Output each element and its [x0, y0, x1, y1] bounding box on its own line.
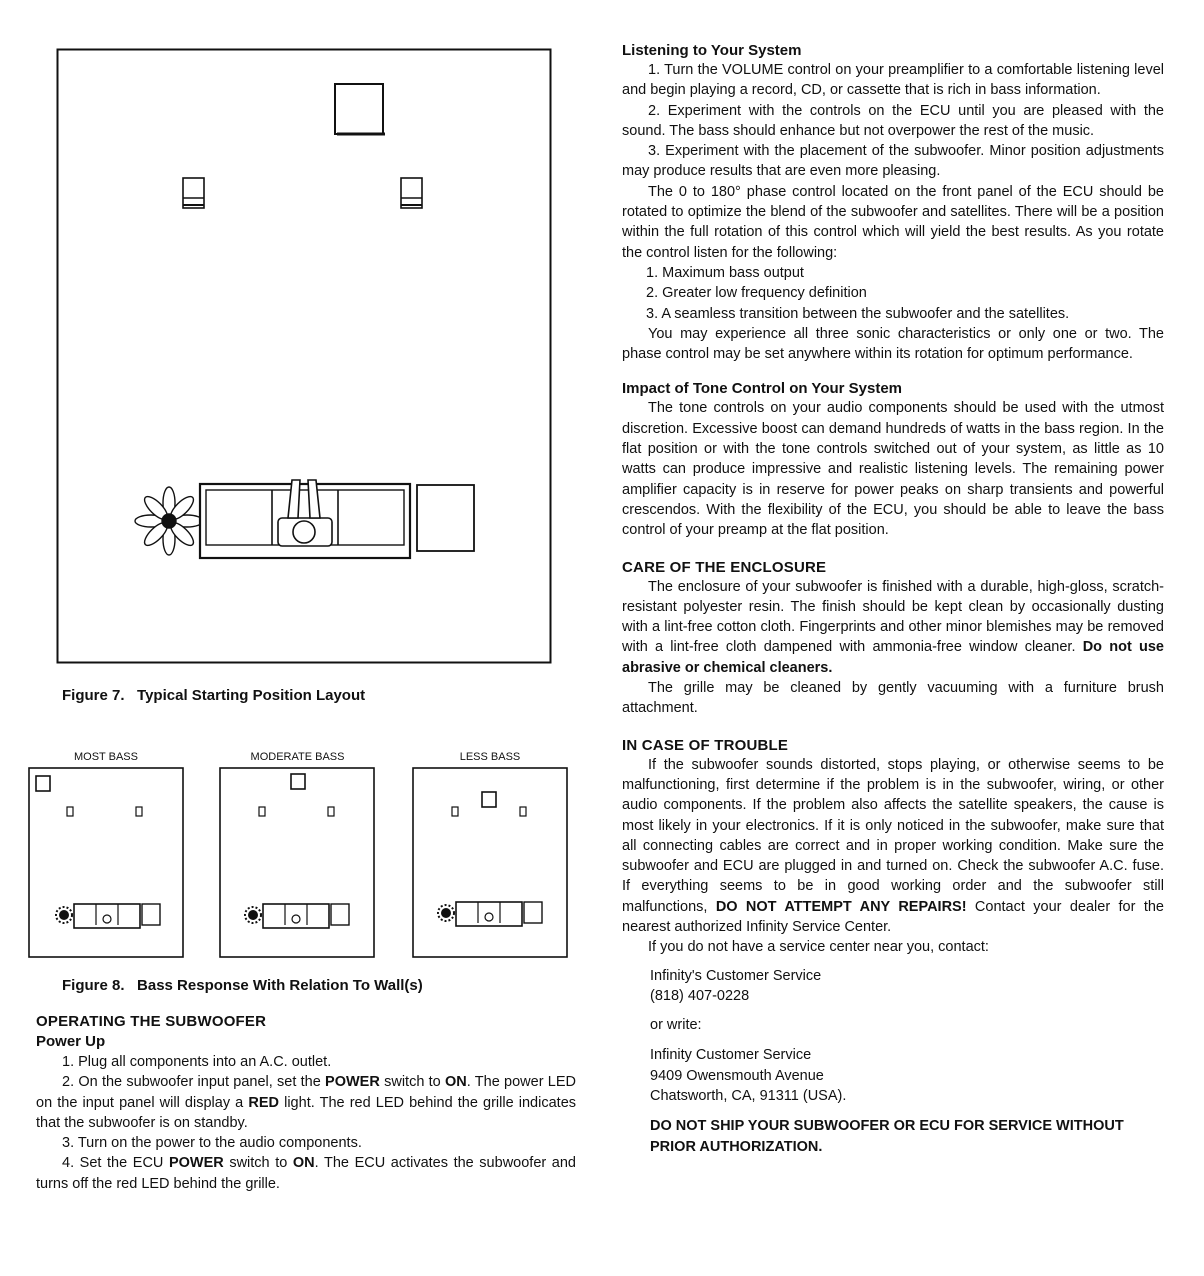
care-heading: CARE OF THE ENCLOSURE — [622, 558, 827, 576]
sofa-with-listener — [200, 480, 410, 558]
phase-control-paragraph: The 0 to 180° phase control located on the front panel of the ECU should be rotated to optimize the blend of the subwoofer and satellites. There will be a position within the full rotation of this control which will yield the best results. As you rotate the control listen for the following: — [622, 183, 1164, 261]
caption-number: Figure 8. — [62, 977, 125, 994]
figure-8-label-moderate-bass: MODERATE BASS — [250, 751, 345, 763]
operating-section — [36, 1013, 576, 1194]
listening-heading: Listening to Your System — [622, 42, 802, 59]
right-column — [622, 42, 1164, 1157]
or-write: or write: — [650, 1017, 702, 1034]
power-up-subheading: Power Up — [36, 1033, 106, 1050]
step-3: 3. Turn on the power to the audio components. — [62, 1135, 362, 1152]
subwoofer-box — [335, 84, 385, 134]
contact-intro: If you do not have a service center near you, contact: — [648, 939, 989, 956]
step-2: 2. On the subwoofer input panel, set the POWER switch to ON. The power LED on the input panel will display a RED light. The red LED behind the grille indicates that the subwoofer is on standby. — [36, 1074, 577, 1131]
trouble-paragraph: If the subwoofer sounds distorted, stops playing, or otherwise seems to be malfunctioning, first determine if the problem is in the subwoofer, wiring, or other audio components. If the problem also affects the satellite speakers, the cause is most likely in your electronics. If it is only noticed in the subwoofer, make sure that all connecting cables are correct and in proper working condition. Make sure the subwoofer and ECU are plugged in and turned on. Check the subwoofer A.C. fuse. If everything seems to be in good working order and the subwoofer still malfunctions, DO NOT ATTEMPT ANY REPAIRS! Contact your dealer for the nearest authorized Infinity Service Center. — [622, 756, 1164, 935]
figure-8-label-most-bass: MOST BASS — [74, 751, 138, 763]
care-paragraph-2: The grille may be cleaned by gently vacuuming with a furniture brush attachment. — [622, 680, 1164, 717]
figure-8-caption — [62, 977, 423, 994]
side-table — [417, 485, 474, 551]
contact-name: Infinity's Customer Service — [650, 967, 822, 984]
address-line-3: Chatsworth, CA, 91311 (USA). — [650, 1088, 847, 1105]
step-4: 4. Set the ECU POWER switch to ON. The ECU activates the subwoofer and turns off the red LED behind the grille. — [36, 1155, 576, 1192]
listening-step-2: 2. Experiment with the controls on the ECU until you are pleased with the sound. The bass should enhance but not overpower the rest of the music. — [622, 102, 1164, 139]
figure-8-label-less-bass: LESS BASS — [459, 751, 521, 763]
right-satellite-speaker — [401, 178, 422, 208]
caption-number: Figure 7. — [62, 687, 125, 704]
figure-7-room-diagram — [56, 48, 554, 666]
figure-8-most-bass-diagram — [28, 767, 185, 959]
listening-step-1: 1. Turn the VOLUME control on your preamplifier to a comfortable listening level and begin playing a record, CD, or cassette that is rich in bass information. — [622, 62, 1164, 99]
contact-phone: (818) 407-0228 — [650, 987, 750, 1004]
phase-list-item-1: 1. Maximum bass output — [646, 264, 804, 281]
operating-heading: OPERATING THE SUBWOOFER — [36, 1013, 267, 1030]
step-1: 1. Plug all components into an A.C. outlet. — [62, 1054, 332, 1070]
figure-8-less-bass-diagram — [412, 767, 569, 959]
contact-block — [650, 966, 1164, 1157]
caption-title: Typical Starting Position Layout — [137, 687, 366, 704]
tone-paragraph: The tone controls on your audio components should be used with the utmost discretion. Excessive boost can demand hundreds of watts in the bass region. In the flat position or with the tone controls switched out of your system, as little as 10 watts can produce impressive and realistic listening levels. The remaining power amplifier capacity is in reserve for power peaks on sharp transients and powerful crescendos. With the flexibility of the ECU, you should be able to leave the bass control of your preamp at the flat position. — [622, 400, 1164, 539]
tone-heading: Impact of Tone Control on Your System — [622, 380, 903, 398]
figure-8-moderate-bass-diagram — [219, 767, 376, 959]
shipping-warning: DO NOT SHIP YOUR SUBWOOFER OR ECU FOR SERVICE WITHOUT PRIOR AUTHORIZATION. — [650, 1118, 1124, 1155]
address-line-1: Infinity Customer Service — [650, 1047, 812, 1064]
figure-7-caption — [62, 687, 365, 704]
plant-icon — [135, 487, 203, 555]
phase-list-item-3: 3. A seamless transition between the subwoofer and the satellites. — [646, 305, 1070, 322]
care-paragraph-1: The enclosure of your subwoofer is finished with a durable, high-gloss, scratch-resistant polyester resin. The finish should be kept clean by occasionally dusting with a lint-free cotton cloth. Fingerprints and other minor blemishes may be removed with a lint-free cloth dampened with ammonia-free window cleaner. Do not use abrasive or chemical cleaners. — [622, 578, 1164, 676]
left-satellite-speaker — [183, 178, 204, 208]
trouble-heading: IN CASE OF TROUBLE — [622, 736, 789, 754]
caption-title: Bass Response With Relation To Wall(s) — [137, 977, 423, 994]
phase-summary-paragraph: You may experience all three sonic characteristics or only one or two. The phase control may be set anywhere within its rotation for optimum performance. — [622, 325, 1164, 363]
address-line-2: 9409 Owensmouth Avenue — [650, 1067, 824, 1084]
listening-step-3: 3. Experiment with the placement of the subwoofer. Minor position adjustments may produce results that are even more pleasing. — [622, 143, 1164, 180]
phase-list-item-2: 2. Greater low frequency definition — [646, 285, 867, 302]
